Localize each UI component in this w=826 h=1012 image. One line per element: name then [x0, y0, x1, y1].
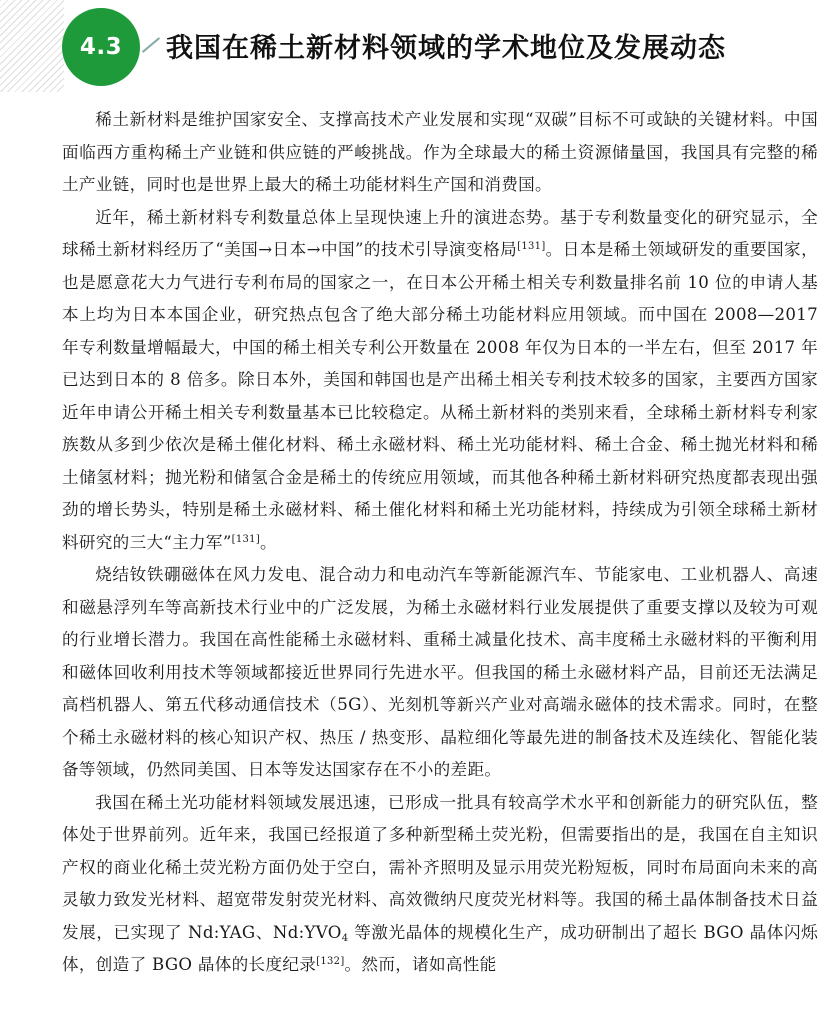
citation-132: [132] — [316, 956, 345, 967]
paragraph-2-text-b: 。日本是稀土领域研发的重要国家，也是愿意花大力气进行专利布局的国家之一，在日本公开稀土相关专利数量排名前 10 位的申请人基本上均为日本本国企业，研究热点包含了绝大部分稀土功能材料应用领域。而中国在 2008—2017 年专利数量增幅最大，中国的稀土相关专利公开数量在 2008 年仅为日本的一半左右，但至 2017 年已达到日本的 8 倍多。除日本外，美国和韩国也是产出稀土相关专利技术较多的国家，主要西方国家近年申请公开稀土相关专利数量基本已比较稳定。从稀土新材料的类别来看，全球稀土新材料专利家族数从多到少依次是稀土催化材料、稀土永磁材料、稀土光功能材料、稀土合金、稀土抛光材料和稀土储氢材料；抛光粉和储氢合金是稀土的传统应用领域，而其他各种稀土新材料研究热度都表现出强劲的增长势头，特别是稀土永磁材料、稀土催化材料和稀土光功能材料，持续成为引领全球稀土新材料研究的三大“主力军” — [62, 240, 818, 552]
citation-131-b: [131] — [231, 533, 261, 545]
citation-131-a: [131] — [517, 241, 546, 252]
paragraph-2-text-c: 。 — [260, 532, 277, 552]
section-title: 我国在稀土新材料领域的学术地位及发展动态 — [166, 33, 726, 64]
subscript-4: 4 — [341, 932, 349, 944]
decorative-hatch — [0, 0, 64, 92]
paragraph-1: 稀土新材料是维护国家安全、支撑高技术产业发展和实现“双碳”目标不可或缺的关键材料。中国面临西方重构稀土产业链和供应链的严峻挑战。作为全球最大的稀土资源储量国，我国具有完整的稀土产业链，同时也是世界上最大的稀土功能材料生产国和消费国。 — [62, 110, 818, 194]
paragraph-4-text-c: 。然而，诸如高性能 — [344, 955, 497, 974]
section-number: 4.3 — [79, 34, 123, 60]
paragraph-4-text-b: 等激光晶体的规模化生产，成功研制出了超长 BGO 晶体闪烁体，创造了 BGO 晶体的长度纪录 — [62, 922, 819, 974]
paragraph-4-text-a: 我国在稀土光功能材料领域发展迅速，已形成一批具有较高学术水平和创新能力的研究队伍，整体处于世界前列。近年来，我国已经报道了多种新型稀土荧光粉，但需要指出的是，我国在自主知识产权的商业化稀土荧光粉方面仍处于空白，需补齐照明及显示用荧光粉短板，同时布局面向未来的高灵敏力致发光材料、超宽带发射荧光材料、高效微纳尺度荧光材料等。我国的稀土晶体制备技术日益发展，已实现了 Nd:YAG、Nd:YVO — [62, 792, 818, 942]
paragraph-2 — [62, 202, 818, 560]
paragraph-4 — [62, 787, 818, 982]
section-body — [62, 104, 818, 982]
title-slash-divider — [142, 37, 160, 53]
paragraph-2-text-a: 近年，稀土新材料专利数量总体上呈现快速上升的演进态势。基于专利数量变化的研究显示，全球稀土新材料经历了“美国→日本→中国”的技术引导演变格局 — [62, 207, 818, 259]
paragraph-3: 烧结钕铁硼磁体在风力发电、混合动力和电动汽车等新能源汽车、节能家电、工业机器人、高速和磁悬浮列车等高新技术行业中的广泛发展，为稀土永磁材料行业发展提供了重要支撑以及较为可观的行业增长潜力。我国在高性能稀土永磁材料、重稀土减量化技术、高丰度稀土永磁材料的平衡利用和磁体回收利用技术等领域都接近世界同行先进水平。但我国的稀土永磁材料产品，目前还无法满足高档机器人、第五代移动通信技术（5G）、光刻机等新兴产业对高端永磁体的技术需求。同时，在整个稀土永磁材料的核心知识产权、热压 / 热变形、晶粒细化等最先进的制备技术及连续化、智能化装备等领域，仍然同美国、日本等发达国家存在不小的差距。 — [62, 565, 818, 779]
section-number-badge — [62, 8, 140, 86]
